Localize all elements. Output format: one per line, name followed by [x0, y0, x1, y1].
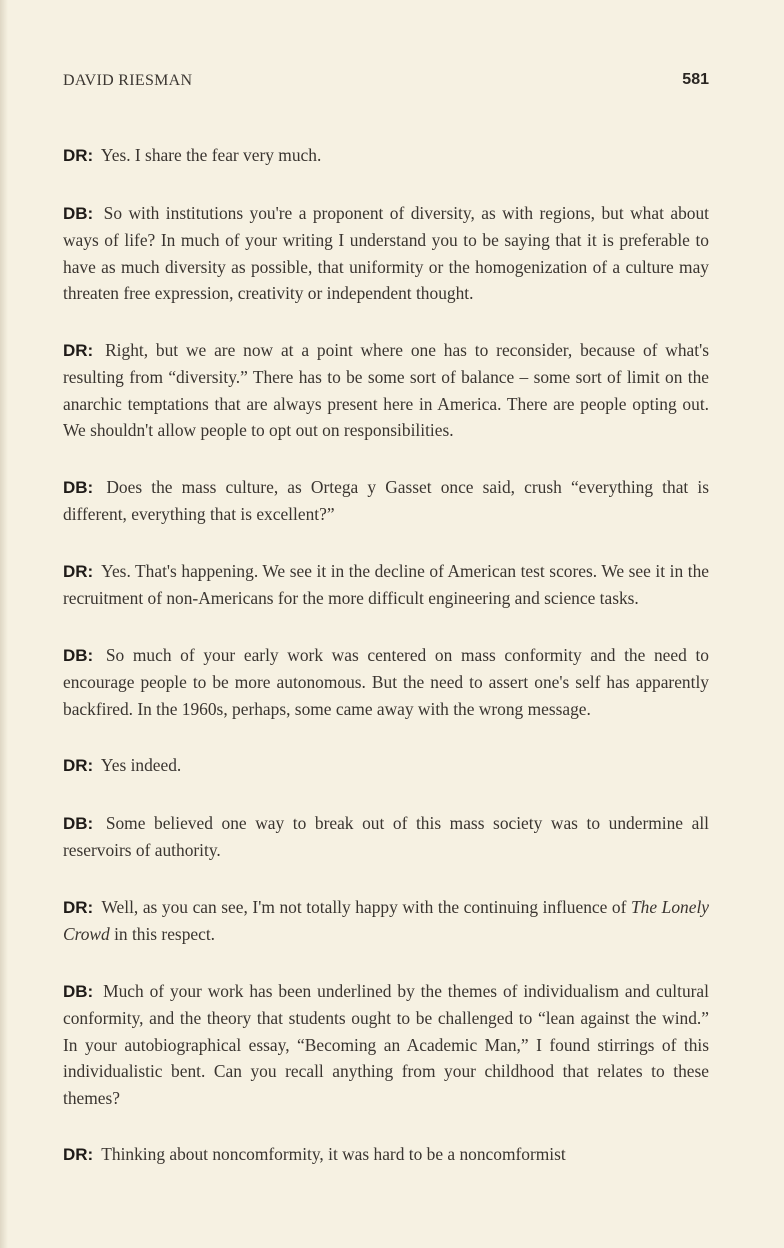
speaker-label: DR:	[63, 1145, 94, 1164]
speaker-label: DB:	[63, 981, 94, 1001]
paragraph-text: Does the mass culture, as Ortega y Gasset once said, crush “everything that is different, everything that is excellent?”	[63, 476, 709, 524]
speaker-label: DB:	[63, 813, 94, 833]
speaker-label: DR:	[63, 340, 94, 360]
speaker-label: DB:	[63, 645, 94, 665]
book-title: The Lonely Crowd	[63, 896, 709, 944]
paragraph	[63, 1141, 709, 1169]
paragraph-text: Right, but we are now at a point where one has to reconsider, because of what's resulting from “diversity.” There has to be some sort of balance – some sort of limit on the anarchic temptations that are always present here in America. There are people opting out. We shouldn't allow people to opt out on responsibilities.	[63, 339, 709, 440]
running-head	[63, 72, 709, 96]
paragraph-text: in this respect.	[109, 924, 216, 944]
speaker-label: DR:	[63, 897, 94, 917]
speaker-label: DR:	[63, 561, 94, 581]
speaker-label: DR:	[63, 146, 94, 165]
interview-text	[63, 142, 709, 1199]
paragraph	[63, 142, 709, 170]
paragraph-text: Yes. I share the fear very much.	[100, 145, 322, 165]
paragraph	[63, 558, 709, 612]
paragraph	[63, 642, 709, 723]
paragraph-text: Well, as you can see, I'm not totally happy with the continuing influence of	[101, 896, 631, 917]
paragraph-text: Much of your work has been underlined by the themes of individualism and cultural conformity, and the theory that students ought to be challenged to “lean against the wind.” In your autobiographical essay, “Becoming an Academic Man,” I found stirrings of this individualistic bent. Can you recall anything from your childhood that relates to these themes?	[63, 980, 709, 1108]
paragraph-text: So much of your early work was centered on mass conformity and the need to encourage people to be more autonomous. But the need to assert one's self has apparently backfired. In the 1960s, perhaps, some came away with the wrong message.	[63, 644, 709, 719]
running-head-author: DAVID RIESMAN	[63, 72, 193, 89]
speaker-label: DB:	[63, 477, 94, 497]
paragraph	[63, 337, 709, 444]
paragraph	[63, 474, 709, 528]
paragraph-text: Yes. That's happening. We see it in the decline of American test scores. We see it in the recruitment of non-Americans for the more difficult engineering and science tasks.	[63, 560, 709, 608]
speaker-label: DB:	[63, 203, 94, 223]
paragraph	[63, 978, 709, 1112]
page-number: 581	[682, 71, 709, 88]
paragraph-text: Thinking about noncomformity, it was hard to be a noncomformist	[101, 1144, 566, 1164]
paragraph-text: So with institutions you're a proponent of diversity, as with regions, but what about ways of life? In much of your writing I understand you to be saying that it is preferable to have as much diversity as possible, that uniformity or the homogenization of a culture may threaten free expression, creativity or independent thought.	[63, 202, 709, 303]
paragraph	[63, 894, 709, 948]
page-edge-shadow	[0, 0, 8, 1248]
paragraph-text: Some believed one way to break out of this mass society was to undermine all reservoirs of authority.	[63, 812, 709, 860]
paragraph	[63, 752, 709, 780]
paragraph	[63, 810, 709, 864]
paragraph-text: Yes indeed.	[100, 755, 182, 775]
paragraph	[63, 200, 709, 307]
speaker-label: DR:	[63, 756, 94, 775]
